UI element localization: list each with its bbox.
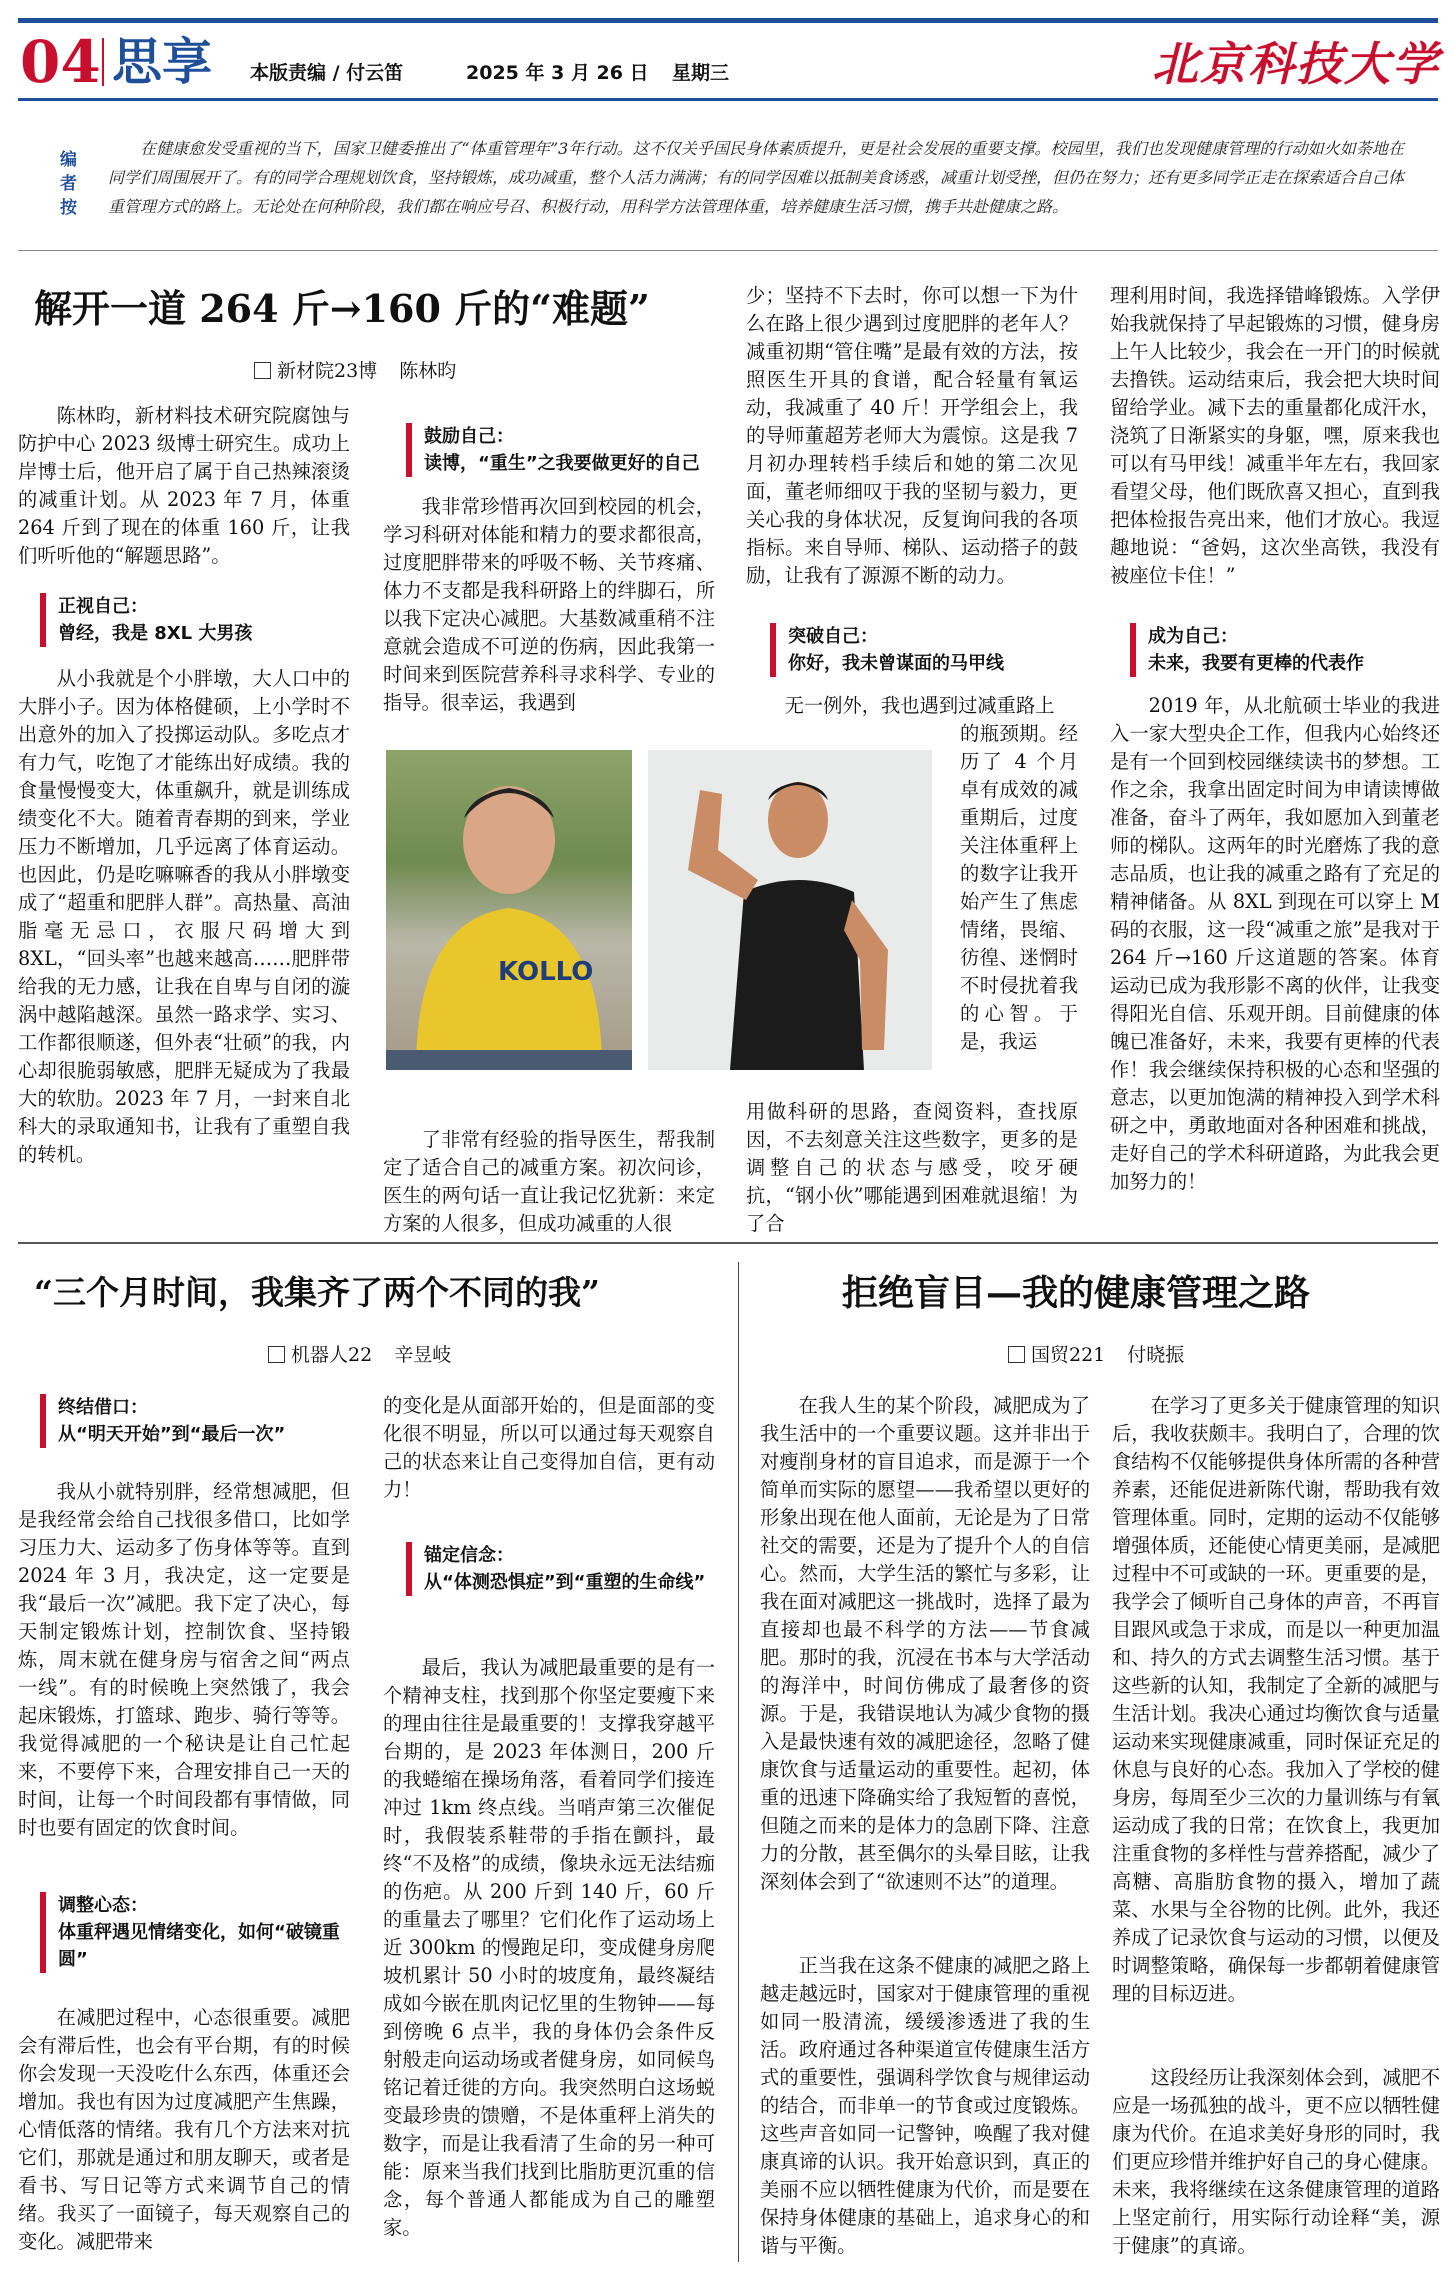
page-number: 04	[20, 28, 101, 96]
issue-date: 2025 年 3 月 26 日	[466, 62, 649, 84]
byline-name: 付晓振	[1127, 1344, 1185, 1366]
byline-name: 陈林昀	[399, 360, 457, 382]
editor-note-rule	[18, 250, 1438, 251]
article1-col4-top: 理利用时间，我选择错峰锻炼。入学伊始我就保持了早起锻炼的习惯，健身房上午人比较少，我会在一开门的时候就去撸铁。运动结束后，我会把大块时间留给学业。减下去的重量都化成汗水，浇筑了日渐紧实的身躯，嘿，原来我也可以有马甲线！减重半年左右，我回家看望父母，他们既欣喜又担心，直到我把体检报告亮出来，他们才放心。我逗趣地说：“爸妈，这次坐高铁，我没有被座位卡住！”	[1110, 284, 1440, 587]
byline-dept: 国贸221	[1031, 1344, 1106, 1366]
article1-col3-top: 少；坚持不下去时，你可以想一下为什么在路上很少遇到过度肥胖的老年人？减重初期“管住嘴”是最有效的方法，按照医生开具的食谱，配合轻量有氧运动，我减重了 40 斤！开学组会上，我的导师董超芳老师大为震惊。这是我 7 月初办理转档手续后和她的第二次见面，董老师细叹于我的坚韧与毅力，更关心我的身体状况，反复询问我的各项指标。来自导师、梯队、运动搭子的鼓励，让我有了源源不断的动力。	[746, 284, 1078, 587]
article2-col2-top: 的变化是从面部开始的，但是面部的变化很不明显，所以可以通过每天观察自己的状态来让自己变得加自信，更有动力！	[383, 1394, 715, 1501]
article1-intro: 陈林昀，新材料技术研究院腐蚀与防护中心 2023 级博士研究生。成功上岸博士后，他开启了属于自己热辣滚烫的减重计划。从 2023 年 7 月，体重 264 斤到了现在的体重 160 斤，让我们听听他的“解题思路”。	[18, 404, 350, 567]
byline-square-icon	[1008, 1346, 1025, 1363]
article2-col1-bottom: 在减肥过程中，心态很重要。减肥会有滞后性，也会有平台期，有的时候你会发现一天没吃什么东西，体重还会增加。我也有因为过度减肥产生焦躁，心情低落的情绪。我有几个方法来对抗它们，那就是通过和朋友聊天，或者是看书、写日记等方式来调节自己的情绪。我买了一面镜子，每天观察自己的变化。减肥带来	[18, 2006, 350, 2253]
article1-col2-bottom: 了非常有经验的指导医生，帮我制定了适合自己的减重方案。初次问诊，医生的两句话一直让我记忆犹新：来定方案的人很多，但成功减重的人很	[383, 1128, 715, 1235]
shirt-print: KOLLO	[498, 957, 594, 987]
article1-subhead-3	[770, 623, 1070, 677]
article2-byline	[268, 1340, 451, 1367]
article2-title: “三个月时间，我集齐了两个不同的我”	[34, 1273, 600, 1312]
subhead-kicker: 终结借口：	[58, 1397, 148, 1418]
article2-subhead-1	[40, 1394, 360, 1448]
subhead-kicker: 鼓励自己：	[424, 426, 514, 447]
byline-dept: 新材院23博	[277, 360, 378, 382]
article2-col2-bottom: 最后，我认为减肥最重要的是有一个精神支柱，找到那个你坚定要瘦下来的理由往往是最重要的！支撑我穿越平台期的，是 2023 年体测日，200 斤的我蜷缩在操场角落，看着同学们接连冲过 1km 终点线。当哨声第三次催促时，我假装系鞋带的手指在颤抖，最终“不及格”的成绩，像块永远无法结痂的伤疤。从 200 斤到 140 斤，60 斤的重量去了哪里？它们化作了运动场上近 300km 的慢跑足印，变成健身房爬坡机累计 50 小时的坡度角，最终凝结成如今嵌在肌肉记忆里的生物钟——每到傍晚 6 点半，我的身体仍会条件反射般走向运动场或者健身房，如同候鸟铭记着迁徙的方向。我突然明白这场蜕变最珍贵的馈赠，不是体重秤上消失的数字，而是让我看清了生命的另一种可能：原来当我们找到比脂肪更沉重的信念，每个普通人都能成为自己的雕塑家。	[383, 1656, 715, 2239]
article3-col1-body: 在我人生的某个阶段，减肥成为了我生活中的一个重要议题。这并非出于对瘦削身材的盲目追求，而是源于一个简单而实际的愿望——我希望以更好的形象出现在他人面前，无论是为了日常社交的需要，还是为了提升个人的自信心。然而，大学生活的繁忙与多彩，让我在面对减肥这一挑战时，选择了最为直接却也最不科学的方法——节食减肥。那时的我，沉浸在书本与大学活动的海洋中，时间仿佛成了最奢侈的资源。于是，我错误地认为减少食物的摄入是最快速有效的减肥途径，忽略了健康饮食与适量运动的重要性。起初，体重的迅速下降确实给了我短暂的喜悦，但随之而来的是体力的急剧下降、注意力的分散，甚至偶尔的头晕目眩，让我深刻体会到了“欲速则不达”的道理。	[760, 1394, 1090, 1893]
masthead-logo: 北京科技大学	[1152, 37, 1440, 91]
header-rule	[18, 98, 1438, 101]
article3-col2-p2: 这段经历让我深刻体会到，减肥不应是一场孤独的战斗，更不应以牺牲健康为代价。在追求美好身形的同时，我们更应珍惜并维护好自己的身心健康。未来，我将继续在这条健康管理的道路上坚定前行，用实际行动诠释“美，源于健康”的真谛。	[1112, 2066, 1440, 2257]
byline-square-icon	[254, 362, 271, 379]
article1-subhead-1	[40, 593, 340, 647]
byline-name: 辛昱岐	[394, 1344, 452, 1366]
subhead-title: 从“体测恐惧症”到“重塑的生命线”	[424, 1572, 706, 1593]
byline-square-icon	[268, 1346, 285, 1363]
article2-subhead-3	[406, 1542, 716, 1596]
byline-dept: 机器人22	[291, 1344, 373, 1366]
article3-byline	[1008, 1340, 1184, 1367]
editor-credit: 本版责编 / 付云笛	[250, 62, 404, 84]
article2-subhead-2	[40, 1892, 350, 1973]
subhead-title: 曾经，我是 8XL 大男孩	[58, 623, 253, 644]
subhead-title: 读博，“重生”之我要做更好的自己	[424, 453, 700, 474]
subhead-title: 从“明天开始”到“最后一次”	[58, 1424, 286, 1445]
editor-note-label: 编者按	[60, 150, 77, 218]
subhead-kicker: 正视自己：	[58, 596, 148, 617]
article1-byline	[254, 356, 456, 383]
subhead-title: 未来，我要有更棒的代表作	[1148, 653, 1364, 674]
article1-col2-top: 我非常珍惜再次回到校园的机会，学习科研对体能和精力的要求都很高，过度肥胖带来的呼吸不畅、关节疼痛、体力不支都是我科研路上的绊脚石，所以我下定决心减肥。大基数减重稍不注意就会造成不可逆的伤病，因此我第一时间来到医院营养科寻求科学、专业的指导。很幸运，我遇到	[383, 495, 715, 714]
editor-note-text: 在健康愈发受重视的当下，国家卫健委推出了“体重管理年”3年行动。这不仅关乎国民身体素质提升，更是社会发展的重要支撑。校园里，我们也发现健康管理的行动如火如荼地在同学们周围展开了。有的同学合理规划饮食，坚持锻炼，成功减重，整个人活力满满；有的同学因难以抵制美食诱惑，减重计划受挫，但仍在努力；还有更多同学正走在探索适合自己体重管理方式的路上。无论处在何种阶段，我们都在响应号召、积极行动，用科学方法管理体重，培养健康生活习惯，携手共赴健康之路。	[108, 139, 1405, 216]
subhead-kicker: 成为自己：	[1148, 626, 1238, 647]
article1-col4-bottom: 2019 年，从北航硕士毕业的我进入一家大型央企工作，但我内心始终还是有一个回到校园继续读书的梦想。工作之余，我拿出固定时间为申请读博做准备，奋斗了两年，我如愿加入到董老师的梯队。这两年的时光磨炼了我的意志品质，也让我的减重之路有了充足的精神储备。从 8XL 到现在可以穿上 M 码的衣服，这一段“减重之旅”是我对于 264 斤→160 斤这道题的答案。体育运动已成为我形影不离的伙伴，让我变得阳光自信、乐观开朗。目前健康的体魄已准备好，未来，我要有更棒的代表作！我会继续保持积极的心态和坚强的意志，以更加饱满的精神投入到学术科研之中，勇敢地面对各种困难和挑战，走好自己的学术科研道路，为此我会更加努力的！	[1110, 694, 1440, 1193]
article1-subhead-2	[406, 423, 726, 477]
article1-title: 解开一道 264 斤→160 斤的“难题”	[34, 286, 650, 331]
article2-col1-top: 我从小就特别胖，经常想减肥，但是我经常会给自己找很多借口，比如学习压力大、运动多了伤身体等等。直到 2024 年 3 月，我决定，这一定要是我“最后一次”减肥。我下定了决心，每天制定锻炼计划，控制饮食、坚持锻炼，周末就在健身房与宿舍之间“两点一线”。有的时候晚上突然饿了，我会起床锻炼，打篮球、跑步、骑行等等。我觉得减肥的一个秘诀是让自己忙起来，不要停下来，合理安排自己一天的时间，让每一个时间段都有事情做，同时也要有固定的饮食时间。	[18, 1480, 350, 1839]
subhead-kicker: 突破自己：	[788, 626, 878, 647]
subhead-title: 你好，我未曾谋面的马甲线	[788, 653, 1004, 674]
article-divider-rule	[18, 1242, 1438, 1244]
subhead-kicker: 锚定信念：	[424, 1545, 514, 1566]
article3-col1-p2: 正当我在这条不健康的减肥之路上越走越远时，国家对于健康管理的重视如同一股清流，缓缓渗透进了我的生活。政府通过各种渠道宣传健康生活方式的重要性，强调科学饮食与规律运动的结合，而非单一的节食或过度锻炼。这些声音如同一记警钟，唤醒了我对健康真谛的认识。我开始意识到，真正的美丽不应以牺牲健康为代价，而是要在保持身体健康的基础上，追求身心的和谐与平衡。	[760, 1954, 1090, 2257]
section-name: 思享	[112, 33, 212, 91]
column-divider	[738, 1262, 739, 2262]
article3-title: 拒绝盲目—我的健康管理之路	[842, 1272, 1311, 1314]
before-photo-art	[386, 750, 632, 1070]
after-photo-art	[648, 750, 932, 1070]
article1-col3-lead: 无一例外，我也遇到过减重路上	[784, 694, 1055, 717]
article3-col2-body: 在学习了更多关于健康管理的知识后，我收获颇丰。我明白了，合理的饮食结构不仅能够提供身体所需的各种营养素，还能促进新陈代谢，帮助我有效管理体重。同时，定期的运动不仅能够增强体质，还能使心情更美丽，是减肥过程中不可或缺的一环。更重要的是，我学会了倾听自己身体的声音，不再盲目跟风或急于求成，而是以一种更加温和、持久的方式去调整生活习惯。基于这些新的认知，我制定了全新的减肥与生活计划。我决心通过均衡饮食与适量运动来实现健康减重，同时保证充足的休息与良好的心态。我加入了学校的健身房，每周至少三次的力量训练与有氧运动成了我的日常；在饮食上，我更加注重食物的多样性与营养搭配，减少了高糖、高脂肪食物的摄入，增加了蔬菜、水果与全谷物的比例。此外，我还养成了记录饮食与运动的习惯，以便及时调整策略，确保每一步都朝着健康管理的目标迈进。	[1112, 1394, 1440, 2005]
after-photo	[648, 750, 932, 1070]
article1-col1-body: 从小我就是个小胖墩，大人口中的大胖小子。因为体格健硕，上小学时不出意外的加入了投掷运动队。多吃点才有力气，吃饱了才能练出好成绩。我的食量慢慢变大，体重飙升，就是训练成绩变化不大。随着青春期的到来，学业压力不断增加，几乎远离了体育运动。也因此，仍是吃嘛嘛香的我从小胖墩变成了“超重和肥胖人群”。高热量、高油脂毫无忌口，衣服尺码增大到 8XL，“回头率”也越来越高……肥胖带给我的无力感，让我在自卑与自闭的漩涡中越陷越深。虽然一路求学、实习、工作都很顺遂，但外表“壮硕”的我，内心却很脆弱敏感，肥胖无疑成为了我最大的软肋。2023 年 7 月，一封来自北科大的录取通知书，让我有了重塑自我的转机。	[18, 667, 350, 1166]
top-rule	[18, 18, 1438, 23]
subhead-kicker: 调整心态：	[58, 1895, 148, 1916]
article1-col3-bottom: 用做科研的思路，查阅资料，查找原因，不去刻意关注这些数字，更多的是调整自己的状态与感受，咬牙硬抗，“钢小伙”哪能遇到困难就退缩！为了合	[746, 1100, 1078, 1235]
before-photo	[386, 750, 632, 1070]
article1-subhead-4	[1130, 623, 1430, 677]
header-divider	[102, 38, 104, 86]
issue-weekday: 星期三	[672, 62, 730, 84]
subhead-title: 体重秤遇见情绪变化，如何“破镜重圆”	[58, 1922, 340, 1970]
article1-col3-narrow: 的瓶颈期。经历了 4 个月卓有成效的减重期后，过度关注体重秤上的数字让我开始产生了焦虑情绪，畏缩、彷徨、迷惘时不时侵扰着我的心智。于是，我运	[960, 722, 1078, 1053]
